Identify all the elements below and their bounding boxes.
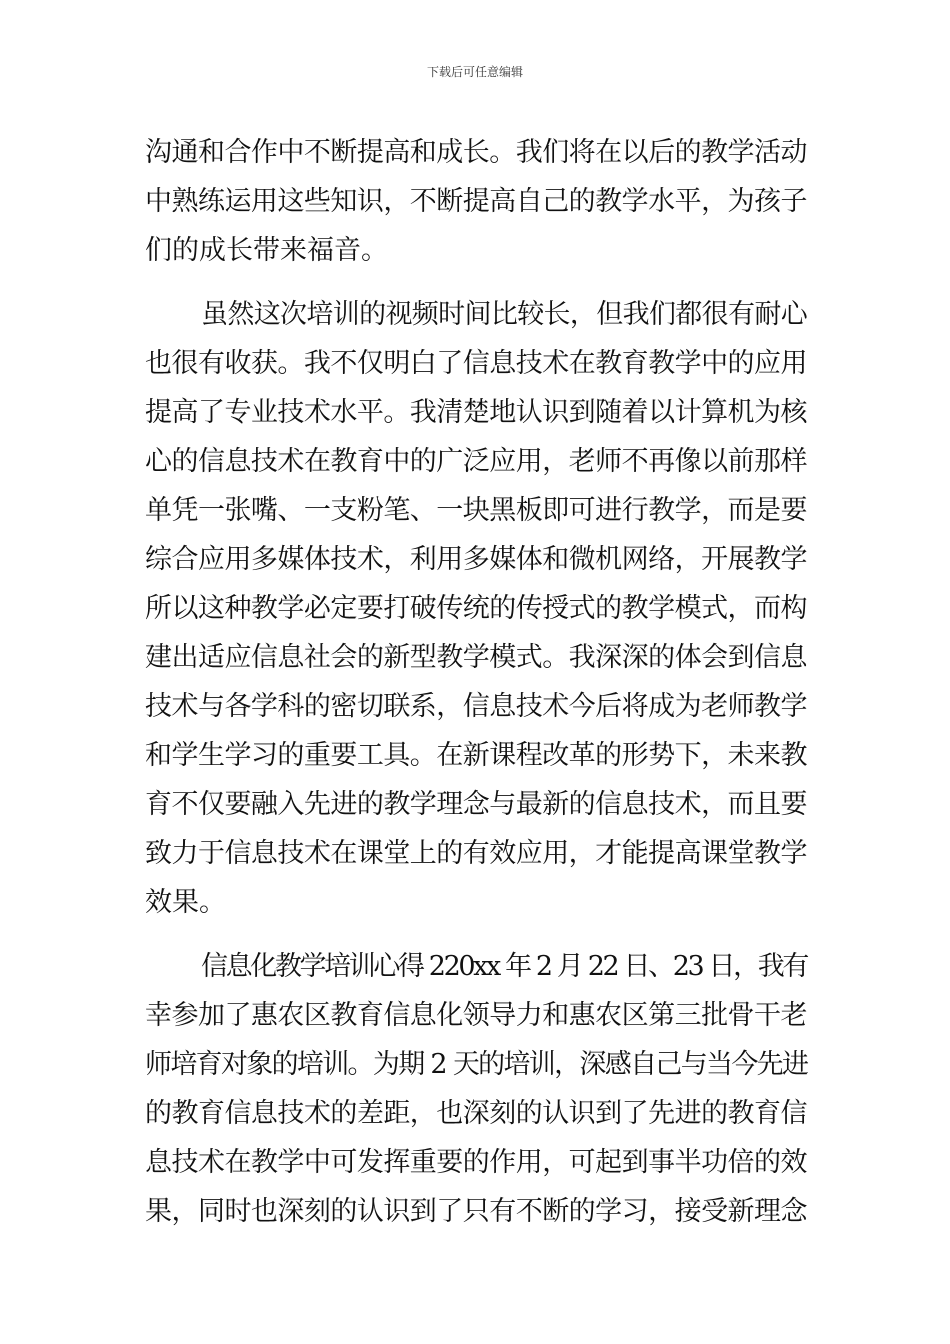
paragraph-line: 也很有收获。我不仅明白了信息技术在教育教学中的应用: [145, 348, 807, 379]
paragraph-line: 综合应用多媒体技术，利用多媒体和微机网络，开展教学: [145, 544, 807, 575]
paragraph-line: 提高了专业技术水平。我清楚地认识到随着以计算机为核: [145, 397, 807, 428]
paragraph-line: 沟通和合作中不断提高和成长。我们将在以后的教学活动: [145, 137, 807, 168]
paragraph-line: 们的成长带来福音。: [145, 235, 388, 266]
paragraph-line: 单凭一张嘴、一支粉笔、一块黑板即可进行教学，而是要: [145, 495, 807, 526]
page-header: 下载后可任意编辑: [426, 65, 523, 79]
paragraph-line: 和学生学习的重要工具。在新课程改革的形势下，未来教: [145, 740, 807, 771]
paragraph-line: 幸参加了惠农区教育信息化领导力和惠农区第三批骨干老: [145, 1000, 807, 1031]
paragraph-2: [145, 290, 807, 927]
paragraph-line: 效果。: [145, 887, 226, 918]
paragraph-line: 的教育信息技术的差距，也深刻的认识到了先进的教育信: [145, 1098, 807, 1129]
body-text: [145, 128, 807, 1236]
paragraph-1: [145, 128, 807, 275]
paragraph-line: 心的信息技术在教育中的广泛应用，老师不再像以前那样: [145, 446, 807, 477]
paragraph-3: [145, 942, 807, 1236]
paragraph-line: 育不仅要融入先进的教学理念与最新的信息技术，而且要: [145, 789, 807, 820]
paragraph-line: 致力于信息技术在课堂上的有效应用，才能提高课堂教学: [145, 838, 807, 869]
paragraph-line: 师培育对象的培训。为期 2 天的培训，深感自己与当今先进: [145, 1049, 808, 1080]
paragraph-line: 技术与各学科的密切联系，信息技术今后将成为老师教学: [145, 691, 807, 722]
paragraph-line: 建出适应信息社会的新型教学模式。我深深的体会到信息: [145, 642, 807, 673]
paragraph-line: 果，同时也深刻的认识到了只有不断的学习，接受新理念: [145, 1196, 807, 1227]
paragraph-line: 虽然这次培训的视频时间比较长，但我们都很有耐心: [201, 299, 808, 330]
paragraph-line: 息技术在教学中可发挥重要的作用，可起到事半功倍的效: [145, 1147, 807, 1178]
paragraph-line: 中熟练运用这些知识，不断提高自己的教学水平，为孩子: [145, 186, 807, 217]
paragraph-line: 信息化教学培训心得 220xx 年 2 月 22 日、23 日，我有: [201, 951, 808, 982]
paragraph-line: 所以这种教学必定要打破传统的传授式的教学模式，而构: [145, 593, 807, 624]
